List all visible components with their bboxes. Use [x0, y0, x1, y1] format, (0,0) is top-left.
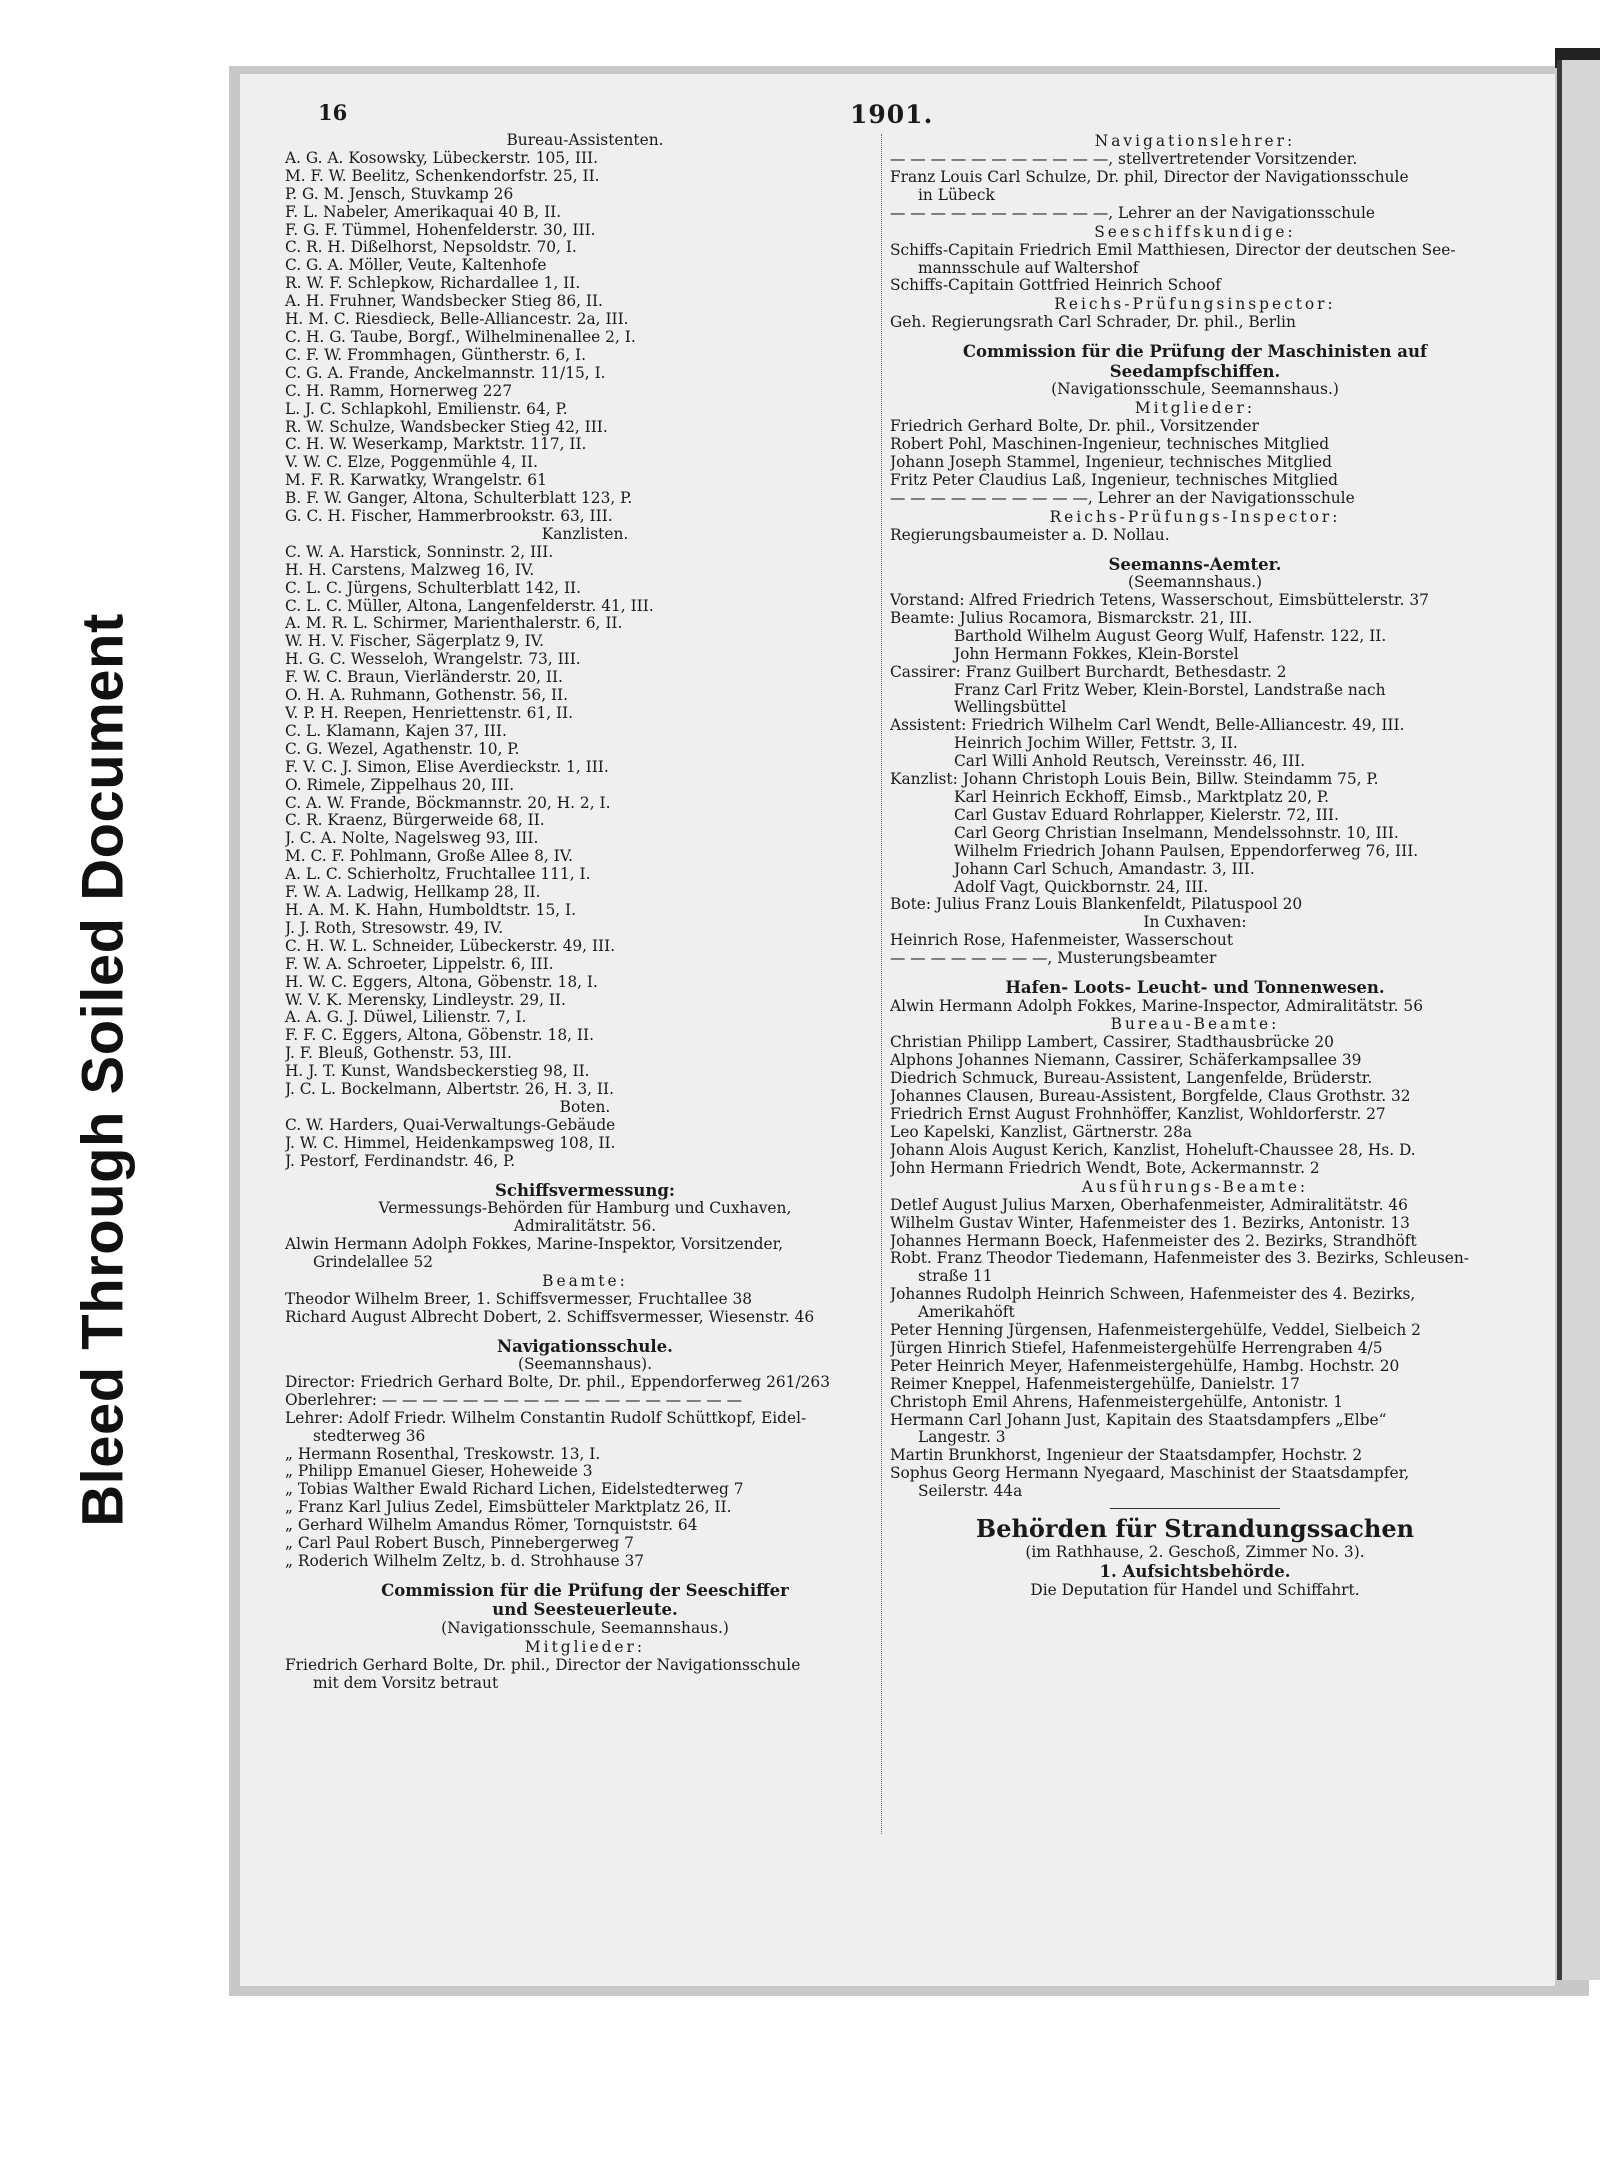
- spaced-heading: Beamte:: [542, 1271, 628, 1290]
- text-line: L. J. C. Schlapkohl, Emilienstr. 64, P.: [285, 400, 568, 418]
- text-line: J. Pestorf, Ferdinandstr. 46, P.: [285, 1152, 516, 1170]
- text-line-continued: Langestr. 3: [918, 1429, 1006, 1447]
- text-line: C. R. H. Dißelhorst, Nepsoldstr. 70, I.: [285, 239, 577, 257]
- text-line: Richard August Albrecht Dobert, 2. Schiffsvermesser, Wiesenstr. 46: [285, 1308, 815, 1326]
- section-heading: und Seesteuerleute.: [492, 1600, 678, 1620]
- text-line: J. C. A. Nolte, Nagelsweg 93, III.: [285, 830, 539, 848]
- text-line-indented: Barthold Wilhelm August Georg Wulf, Hafenstr. 122, II.: [954, 627, 1387, 645]
- text-line: M. C. F. Pohlmann, Große Allee 8, IV.: [285, 848, 574, 866]
- text-line: W. V. K. Merensky, Lindleystr. 29, II.: [285, 991, 566, 1009]
- spaced-heading: Ausführungs-Beamte:: [1081, 1177, 1309, 1196]
- centered-line: (Navigationsschule, Seemannshaus.): [1051, 381, 1339, 399]
- centered-line: (im Rathhause, 2. Geschoß, Zimmer No. 3).: [1025, 1544, 1365, 1562]
- centered-line: In Cuxhaven:: [1143, 914, 1247, 932]
- text-line: Peter Heinrich Meyer, Hafenmeistergehülfe, Hambg. Hochstr. 20: [890, 1357, 1400, 1375]
- side-label: [48, 480, 158, 1660]
- section-heading: Hafen- Loots- Leucht- und Tonnenwesen.: [1005, 978, 1385, 998]
- text-line: V. W. C. Elze, Poggenmühle 4, II.: [285, 454, 538, 472]
- text-line: C. H. W. Weserkamp, Marktstr. 117, II.: [285, 436, 587, 454]
- text-line: John Hermann Friedrich Wendt, Bote, Ackermannstr. 2: [890, 1159, 1320, 1177]
- page-year: 1901.: [850, 100, 934, 129]
- text-line: Lehrer: Adolf Friedr. Wilhelm Constantin Rudolf Schüttkopf, Eidel-: [285, 1409, 807, 1427]
- text-line: C. W. A. Harstick, Sonninstr. 2, III.: [285, 543, 554, 561]
- text-line: Johann Alois August Kerich, Kanzlist, Hoheluft-Chaussee 28, Hs. D.: [890, 1141, 1416, 1159]
- text-line: H. G. C. Wesseloh, Wrangelstr. 73, III.: [285, 651, 581, 669]
- text-line-indented: Adolf Vagt, Quickbornstr. 24, III.: [954, 878, 1209, 896]
- text-line: „ Philipp Emanuel Gieser, Hoheweide 3: [285, 1463, 593, 1481]
- spacer: [890, 968, 1500, 978]
- text-line: H. H. Carstens, Malzweg 16, IV.: [285, 561, 535, 579]
- text-line: Robt. Franz Theodor Tiedemann, Hafenmeister des 3. Bezirks, Schleusen-: [890, 1250, 1470, 1268]
- text-line: Heinrich Rose, Hafenmeister, Wasserschout: [890, 932, 1234, 950]
- text-line: „ Hermann Rosenthal, Treskowstr. 13, I.: [285, 1445, 601, 1463]
- text-line: C. W. Harders, Quai-Verwaltungs-Gebäude: [285, 1116, 616, 1134]
- section-heading: Commission für die Prüfung der Seeschiffer: [381, 1580, 789, 1600]
- text-line: C. H. Ramm, Hornerweg 227: [285, 382, 513, 400]
- spacer: [285, 1327, 885, 1337]
- text-line-continued: Seilerstr. 44a: [918, 1483, 1023, 1501]
- text-line: Franz Louis Carl Schulze, Dr. phil, Director der Navigationsschule: [890, 168, 1409, 186]
- text-line: — — — — — — — —, Musterungsbeamter: [890, 950, 1217, 968]
- text-line-indented: Wellingsbüttel: [954, 699, 1067, 717]
- text-line: F. G. F. Tümmel, Hohenfelderstr. 30, III.: [285, 221, 596, 239]
- text-line: C. F. W. Frommhagen, Güntherstr. 6, I.: [285, 346, 586, 364]
- right-column: [890, 132, 1500, 1599]
- text-line: F. V. C. J. Simon, Elise Averdieckstr. 1, III.: [285, 758, 609, 776]
- section-heading: Seedampfschiffen.: [1109, 361, 1281, 381]
- text-line: — — — — — — — — — —, Lehrer an der Navigationsschule: [890, 489, 1355, 507]
- spacer: [285, 1571, 885, 1581]
- text-line-indented: Franz Carl Fritz Weber, Klein-Borstel, Landstraße nach: [954, 681, 1386, 699]
- spacer: [890, 332, 1500, 342]
- text-line: „ Franz Karl Julius Zedel, Eimsbütteler Marktplatz 26, II.: [285, 1499, 732, 1517]
- text-line: C. R. Kraenz, Bürgerweide 68, II.: [285, 812, 545, 830]
- spaced-heading: Reichs-Prüfungs-Inspector:: [1049, 507, 1341, 526]
- text-line: J. C. L. Bockelmann, Albertstr. 26, H. 3, II.: [285, 1081, 614, 1099]
- section-subheading: Kanzlisten.: [541, 525, 629, 543]
- spaced-heading: Mitglieder:: [1134, 399, 1256, 418]
- text-line: H. M. C. Riesdieck, Belle-Alliancestr. 2a, III.: [285, 311, 629, 329]
- text-line: H. W. C. Eggers, Altona, Göbenstr. 18, I.: [285, 973, 598, 991]
- text-line: Alphons Johannes Niemann, Cassirer, Schäferkampsallee 39: [890, 1052, 1362, 1070]
- spaced-heading: Navigationslehrer:: [1094, 132, 1296, 150]
- text-line-continued: in Lübeck: [918, 186, 995, 204]
- text-line: Leo Kapelski, Kanzlist, Gärtnerstr. 28a: [890, 1123, 1193, 1141]
- text-line-continued: mit dem Vorsitz betraut: [313, 1674, 499, 1692]
- centered-line: (Seemannshaus).: [517, 1356, 653, 1373]
- text-line: Robert Pohl, Maschinen-Ingenieur, technisches Mitglied: [890, 436, 1330, 454]
- text-line: Oberlehrer: — — — — — — — — — — — — — — — — — —: [285, 1391, 742, 1409]
- text-line: Fritz Peter Claudius Laß, Ingenieur, technisches Mitglied: [890, 471, 1338, 489]
- text-line: J. J. Roth, Stresowstr. 49, IV.: [285, 919, 504, 937]
- text-line: M. F. R. Karwatky, Wrangelstr. 61: [285, 472, 547, 490]
- text-line: R. W. Schulze, Wandsbecker Stieg 42, III.: [285, 418, 608, 436]
- spaced-heading: Mitglieder:: [524, 1637, 646, 1656]
- text-line: Peter Henning Jürgensen, Hafenmeistergehülfe, Veddel, Sielbeich 2: [890, 1322, 1421, 1340]
- text-line: A. H. Fruhner, Wandsbecker Stieg 86, II.: [285, 293, 603, 311]
- text-line: Sophus Georg Hermann Nyegaard, Maschinist der Staatsdampfer,: [890, 1465, 1410, 1483]
- section-heading: 1. Aufsichtsbehörde.: [1099, 1562, 1291, 1581]
- text-line-continued: mannsschule auf Waltershof: [918, 259, 1139, 277]
- text-line: H. A. M. K. Hahn, Humboldtstr. 15, I.: [285, 901, 577, 919]
- text-line: Schiffs-Capitain Friedrich Emil Matthiesen, Director der deutschen See-: [890, 241, 1456, 259]
- text-line: Christian Philipp Lambert, Cassirer, Stadthausbrücke 20: [890, 1034, 1334, 1052]
- text-line: C. H. W. L. Schneider, Lübeckerstr. 49, III.: [285, 937, 616, 955]
- spaced-heading: Reichs-Prüfungsinspector:: [1054, 295, 1336, 314]
- text-line: C. A. W. Frande, Böckmannstr. 20, H. 2, I.: [285, 794, 611, 812]
- rule-line: [1110, 1508, 1280, 1509]
- spaced-heading: Bureau-Beamte:: [1110, 1015, 1280, 1034]
- text-line: Martin Brunkhorst, Ingenieur der Staatsdampfer, Hochstr. 2: [890, 1447, 1363, 1465]
- text-line-continued: Grindelallee 52: [313, 1253, 434, 1271]
- text-line: C. H. G. Taube, Borgf., Wilhelminenallee 2, I.: [285, 328, 636, 346]
- text-line: H. J. T. Kunst, Wandsbeckerstieg 98, II.: [285, 1063, 590, 1081]
- text-line: Regierungsbaumeister a. D. Nollau.: [890, 526, 1170, 544]
- text-line: B. F. W. Ganger, Altona, Schulterblatt 123, P.: [285, 490, 633, 508]
- text-line: Johannes Rudolph Heinrich Schween, Hafenmeister des 4. Bezirks,: [890, 1286, 1416, 1304]
- centered-line: (Navigationsschule, Seemannshaus.): [441, 1619, 729, 1637]
- spacer: [890, 545, 1500, 555]
- text-line: „ Tobias Walther Ewald Richard Lichen, Eidelstedterweg 7: [285, 1481, 744, 1499]
- centered-line: Admiralitätstr. 56.: [513, 1217, 657, 1235]
- text-line: F. W. A. Schroeter, Lippelstr. 6, III.: [285, 955, 554, 973]
- text-line: „ Gerhard Wilhelm Amandus Römer, Tornquiststr. 64: [285, 1517, 698, 1535]
- text-line: A. G. A. Kosowsky, Lübeckerstr. 105, III.: [285, 149, 599, 167]
- text-line: Friedrich Gerhard Bolte, Dr. phil., Director der Navigationsschule: [285, 1656, 801, 1674]
- text-line: Reimer Kneppel, Hafenmeistergehülfe, Danielstr. 17: [890, 1375, 1300, 1393]
- text-line: Vorstand: Alfred Friedrich Tetens, Wasserschout, Eimsbüttelerstr. 37: [890, 592, 1429, 609]
- text-line-indented: Carl Willi Anhold Reutsch, Vereinsstr. 46, III.: [954, 753, 1306, 771]
- text-line: Detlef August Julius Marxen, Oberhafenmeister, Admiralitätstr. 46: [890, 1196, 1408, 1214]
- text-line: A. L. C. Schierholtz, Fruchtallee 111, I.: [285, 866, 591, 884]
- text-line: Alwin Hermann Adolph Fokkes, Marine-Inspektor, Vorsitzender,: [285, 1235, 784, 1253]
- text-line: F. W. A. Ladwig, Hellkamp 28, II.: [285, 884, 541, 902]
- text-line: C. L. Klamann, Kajen 37, III.: [285, 722, 507, 740]
- text-line-indented: Wilhelm Friedrich Johann Paulsen, Eppendorferweg 76, III.: [954, 842, 1419, 860]
- spaced-heading: Seeschiffskundige:: [1094, 222, 1296, 241]
- text-line: Johannes Hermann Boeck, Hafenmeister des 2. Bezirks, Strandhöft: [890, 1232, 1417, 1250]
- text-line: Friedrich Ernst August Frohnhöffer, Kanzlist, Wohldorferstr. 27: [890, 1106, 1386, 1124]
- text-line: F. L. Nabeler, Amerikaquai 40 B, II.: [285, 203, 562, 221]
- text-line: Friedrich Gerhard Bolte, Dr. phil., Vorsitzender: [890, 418, 1259, 436]
- text-line: Cassirer: Franz Guilbert Burchardt, Bethesdastr. 2: [890, 663, 1287, 681]
- text-line: Jürgen Hinrich Stiefel, Hafenmeistergehülfe Herrengraben 4/5: [890, 1339, 1383, 1357]
- section-subheading: Boten.: [559, 1098, 611, 1116]
- section-subheading: Bureau-Assistenten.: [506, 132, 664, 149]
- text-line: J. F. Bleuß, Gothenstr. 53, III.: [285, 1045, 512, 1063]
- text-line: J. W. C. Himmel, Heidenkampsweg 108, II.: [285, 1134, 616, 1152]
- text-line: — — — — — — — — — — —, stellvertretender Vorsitzender.: [890, 151, 1358, 168]
- text-line-indented: Karl Heinrich Eckhoff, Eimsb., Marktplatz 20, P.: [954, 788, 1330, 806]
- text-line: C. G. Wezel, Agathenstr. 10, P.: [285, 740, 520, 758]
- text-line-indented: Johann Carl Schuch, Amandastr. 3, III.: [954, 860, 1255, 878]
- section-heading: Schiffsvermessung:: [495, 1180, 675, 1200]
- text-line: „ Carl Paul Robert Busch, Pinnebergerweg 7: [285, 1535, 634, 1553]
- text-line: Wilhelm Gustav Winter, Hafenmeister des 1. Bezirks, Antonistr. 13: [890, 1214, 1410, 1232]
- text-line: Assistent: Friedrich Wilhelm Carl Wendt, Belle-Alliancestr. 49, III.: [890, 717, 1405, 735]
- text-line: O. H. A. Ruhmann, Gothenstr. 56, II.: [285, 687, 569, 705]
- text-line: Christoph Emil Ahrens, Hafenmeistergehülfe, Antonistr. 1: [890, 1393, 1344, 1411]
- text-line-indented: Carl Georg Christian Inselmann, Mendelssohnstr. 10, III.: [954, 824, 1399, 842]
- text-line: Johannes Clausen, Bureau-Assistent, Borgfelde, Claus Grothstr. 32: [890, 1088, 1411, 1106]
- text-line: Hermann Carl Johann Just, Kapitain des Staatsdampfers „Elbe“: [890, 1411, 1387, 1429]
- main-heading: Behörden für Strandungssachen: [975, 1514, 1415, 1544]
- left-column: [285, 132, 885, 1693]
- text-line: C. G. A. Möller, Veute, Kaltenhofe: [285, 257, 547, 275]
- text-line-continued: Amerikahöft: [918, 1304, 1015, 1322]
- page-number: 16: [318, 100, 348, 125]
- text-line: Alwin Hermann Adolph Fokkes, Marine-Inspector, Admiralitätstr. 56: [890, 997, 1423, 1015]
- text-line-indented: John Hermann Fokkes, Klein-Borstel: [954, 645, 1239, 663]
- centered-line: Vermessungs-Behörden für Hamburg und Cuxhaven,: [378, 1200, 792, 1218]
- text-line: A. M. R. L. Schirmer, Marienthalerstr. 6, II.: [285, 615, 623, 633]
- text-line: „ Roderich Wilhelm Zeltz, b. d. Strohhause 37: [285, 1552, 645, 1570]
- text-line: Diedrich Schmuck, Bureau-Assistent, Langenfelde, Brüderstr.: [890, 1070, 1373, 1088]
- text-line: Johann Joseph Stammel, Ingenieur, technisches Mitglied: [890, 453, 1333, 471]
- text-line: Schiffs-Capitain Gottfried Heinrich Schoof: [890, 277, 1221, 295]
- text-line: Theodor Wilhelm Breer, 1. Schiffsvermesser, Fruchtallee 38: [285, 1290, 753, 1308]
- spacer: [285, 1171, 885, 1181]
- text-line: G. C. H. Fischer, Hammerbrookstr. 63, III.: [285, 508, 613, 526]
- text-line: Kanzlist: Johann Christoph Louis Bein, Billw. Steindamm 75, P.: [890, 771, 1379, 789]
- text-line: Geh. Regierungsrath Carl Schrader, Dr. phil., Berlin: [890, 314, 1296, 332]
- text-line: Beamte: Julius Rocamora, Bismarckstr. 21, III.: [890, 609, 1253, 627]
- text-line-continued: stedterweg 36: [313, 1427, 426, 1445]
- section-heading: Commission für die Prüfung der Maschinisten auf: [962, 342, 1428, 362]
- centered-line: Die Deputation für Handel und Schiffahrt.: [1030, 1581, 1360, 1599]
- text-line: A. A. G. J. Düwel, Lilienstr. 7, I.: [285, 1009, 527, 1027]
- text-line: P. G. M. Jensch, Stuvkamp 26: [285, 185, 514, 203]
- text-line: C. G. A. Frande, Anckelmannstr. 11/15, I.: [285, 364, 606, 382]
- text-line: W. H. V. Fischer, Sägerplatz 9, IV.: [285, 633, 545, 651]
- text-line: F. W. C. Braun, Vierländerstr. 20, II.: [285, 669, 563, 687]
- text-line: Director: Friedrich Gerhard Bolte, Dr. phil., Eppendorferweg 261/263: [285, 1373, 831, 1391]
- centered-line: (Seemannshaus.): [1127, 574, 1263, 592]
- text-line: F. F. C. Eggers, Altona, Göbenstr. 18, II.: [285, 1027, 594, 1045]
- text-line: — — — — — — — — — — —, Lehrer an der Navigationsschule: [890, 204, 1375, 222]
- text-line: V. P. H. Reepen, Henriettenstr. 61, II.: [285, 705, 574, 722]
- section-heading: Seemanns-Aemter.: [1108, 554, 1282, 574]
- side-label-text: Bleed Through Soiled Document: [70, 613, 136, 1527]
- text-line: Bote: Julius Franz Louis Blankenfeldt, Pilatuspool 20: [890, 896, 1303, 914]
- text-line: C. L. C. Müller, Altona, Langenfelderstr. 41, III.: [285, 597, 654, 615]
- text-line-indented: Carl Gustav Eduard Rohrlapper, Kielerstr. 72, III.: [954, 806, 1339, 824]
- text-line: M. F. W. Beelitz, Schenkendorfstr. 25, II.: [285, 167, 600, 185]
- text-line-indented: Heinrich Jochim Willer, Fettstr. 3, II.: [954, 735, 1238, 753]
- scan-edge-right: [1557, 60, 1600, 1980]
- section-heading: Navigationsschule.: [497, 1336, 673, 1356]
- text-line: R. W. F. Schlepkow, Richardallee 1, II.: [285, 275, 581, 293]
- text-line: O. Rimele, Zippelhaus 20, III.: [285, 776, 515, 794]
- text-line-continued: straße 11: [918, 1268, 993, 1286]
- text-line: C. L. C. Jürgens, Schulterblatt 142, II.: [285, 579, 582, 597]
